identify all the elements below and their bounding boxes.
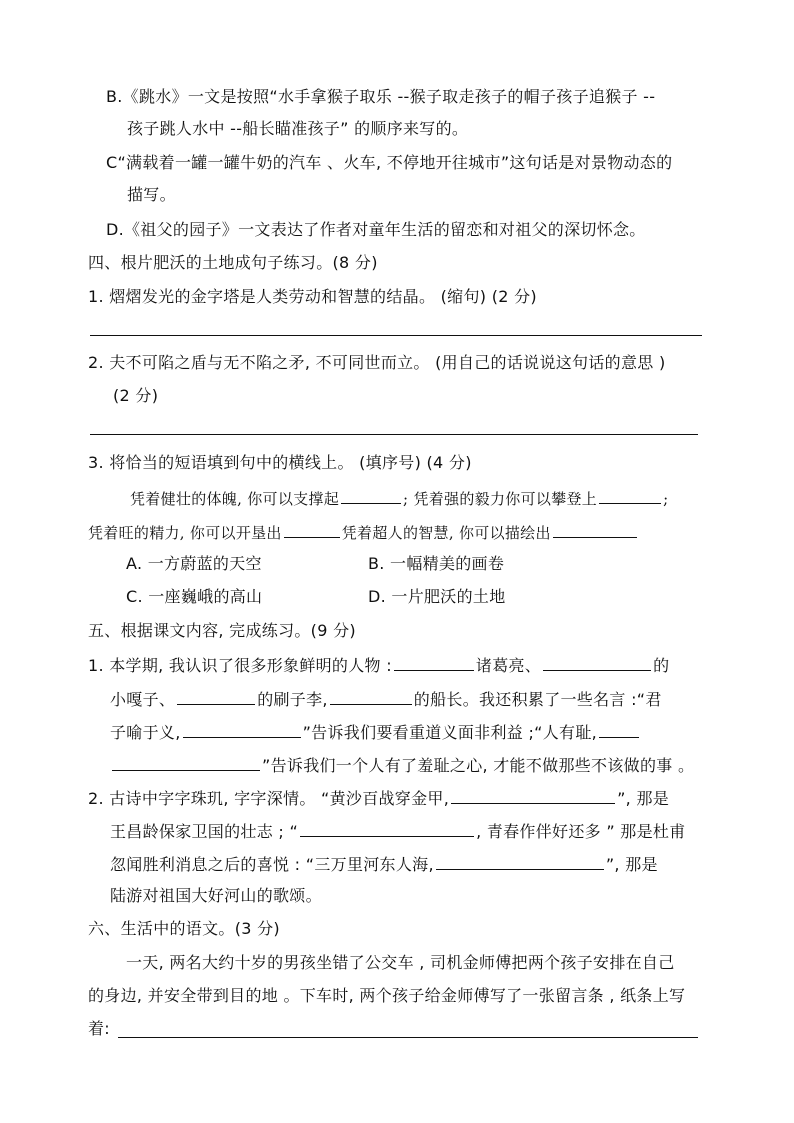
blank-5-1-a[interactable]: [394, 653, 474, 671]
question-4-2-line-2: (2 分): [113, 386, 159, 405]
choice-b: B. 一幅精美的画卷: [368, 554, 505, 573]
question-5-1-line-3: [110, 720, 641, 744]
q5-1-text-a: 1. 本学期, 我认识了很多形象鲜明的人物 :: [88, 656, 392, 675]
option-b-line-2: 孩子跳人水中 --船长瞄准孩子” 的顺序来写的。: [127, 119, 469, 138]
blank-4-3-b[interactable]: [599, 486, 661, 504]
option-c-line-1: C“满载着一罐一罐牛奶的汽车 、火车, 不停地开往城市”这句话是对景物动态的: [106, 153, 673, 172]
question-5-1-line-1: [88, 653, 669, 677]
q5-1-text-c: 的: [653, 656, 670, 675]
question-5-2-line-2: [110, 819, 686, 843]
paragraph-6-line-1: 一天, 两名大约十岁的男孩坐错了公交车 , 司机金师傅把两个孩子安排在自己: [126, 953, 675, 972]
blank-5-1-b[interactable]: [543, 653, 651, 671]
section-5-heading: 五、根据课文内容, 完成练习。(9 分): [88, 621, 356, 640]
paragraph-6-line-3: 着:: [88, 1019, 110, 1038]
question-5-1-line-2: [110, 687, 662, 711]
q5-2-text-f: ”, 那是: [605, 855, 658, 874]
q5-1-text-e: 的刷子李,: [257, 690, 328, 709]
question-5-1-line-4: [110, 753, 694, 777]
q5-2-text-c: 王昌龄保家卫国的壮志 ; “: [110, 822, 299, 841]
q5-2-text-b: ”, 那是: [617, 789, 670, 808]
fill-sentence-1-part-c: ;: [663, 490, 669, 508]
blank-4-3-a[interactable]: [341, 486, 401, 504]
fill-sentence-1-part-b: ; 凭着强的毅力你可以攀登上: [403, 490, 598, 508]
section-4-heading: 四、根片肥沃的土地成句子练习。(8 分): [88, 253, 378, 272]
q5-2-text-d: , 青春作伴好还多 ” 那是杜甫: [476, 822, 686, 841]
question-4-1: 1. 熠熠发光的金字塔是人类劳动和智慧的结晶。 (缩句) (2 分): [88, 287, 537, 306]
blank-5-2-c[interactable]: [436, 852, 604, 870]
option-b-line-1: B.《跳水》一文是按照“水手拿猴子取乐 --猴子取走孩子的帽子孩子追猴子 --: [106, 87, 656, 106]
fill-sentence-1-part-a: 凭着健壮的体魄, 你可以支撑起: [130, 490, 340, 508]
choice-c: C. 一座巍峨的高山: [126, 587, 263, 606]
blank-5-2-a[interactable]: [451, 786, 615, 804]
choice-a: A. 一方蔚蓝的天空: [126, 554, 262, 573]
q5-1-text-g: 子喻于义,: [110, 723, 181, 742]
answer-line-6[interactable]: [118, 1037, 698, 1038]
answer-line-4-2[interactable]: [90, 434, 698, 435]
section-6-heading: 六、生活中的语文。(3 分): [88, 919, 280, 938]
blank-5-1-g[interactable]: [112, 753, 260, 771]
q5-1-text-d: 小嘎子、: [110, 690, 176, 709]
blank-4-3-c[interactable]: [284, 520, 340, 538]
q5-1-text-f: 的船长。我还积累了一些名言 :“君: [413, 690, 662, 709]
fill-sentence-2-part-a: 凭着旺的精力, 你可以开垦出: [88, 524, 282, 542]
fill-sentence-2: [88, 520, 639, 544]
fill-sentence-1: [130, 486, 668, 510]
blank-5-1-f[interactable]: [599, 720, 639, 738]
paragraph-6-line-2: 的身边, 并安全带到目的地 。下车时, 两个孩子给金师傅写了一张留言条 , 纸条上写: [88, 986, 686, 1005]
option-d-line: D.《祖父的园子》一文表达了作者对童年生活的留恋和对祖父的深切怀念。: [106, 220, 646, 239]
answer-line-4-1[interactable]: [90, 335, 702, 336]
question-4-3: 3. 将恰当的短语填到句中的横线上。 (填序号) (4 分): [88, 453, 472, 472]
q5-1-text-h: ”告诉我们要看重道义面非利益 ;“人有耻,: [302, 723, 598, 742]
q5-1-text-i: ”告诉我们一个人有了羞耻之心, 才能不做那些不该做的事 。: [262, 756, 695, 775]
q5-1-text-b: 诸葛亮、: [475, 656, 542, 675]
blank-5-2-b[interactable]: [300, 819, 474, 837]
question-4-2-line-1: 2. 夫不可陷之盾与无不陷之矛, 不可同世而立。 (用自己的话说说这句话的意思 ): [88, 353, 666, 372]
option-c-line-2: 描写。: [127, 185, 176, 204]
question-5-2-line-1: [88, 786, 669, 810]
q5-2-text-a: 2. 古诗中字字珠玑, 字字深情。 “黄沙百战穿金甲,: [88, 789, 450, 808]
blank-5-1-d[interactable]: [330, 687, 412, 705]
fill-sentence-2-part-b: 凭着超人的智慧, 你可以描绘出: [341, 524, 551, 542]
choice-d: D. 一片肥沃的土地: [368, 587, 506, 606]
blank-4-3-d[interactable]: [553, 520, 637, 538]
question-5-2-line-4: 陆游对祖国大好河山的歌颂。: [110, 886, 322, 905]
blank-5-1-c[interactable]: [177, 687, 255, 705]
question-5-2-line-3: [110, 852, 658, 876]
blank-5-1-e[interactable]: [183, 720, 301, 738]
q5-2-text-e: 忽闻胜利消息之后的喜悦 : “三万里河东人海,: [110, 855, 434, 874]
